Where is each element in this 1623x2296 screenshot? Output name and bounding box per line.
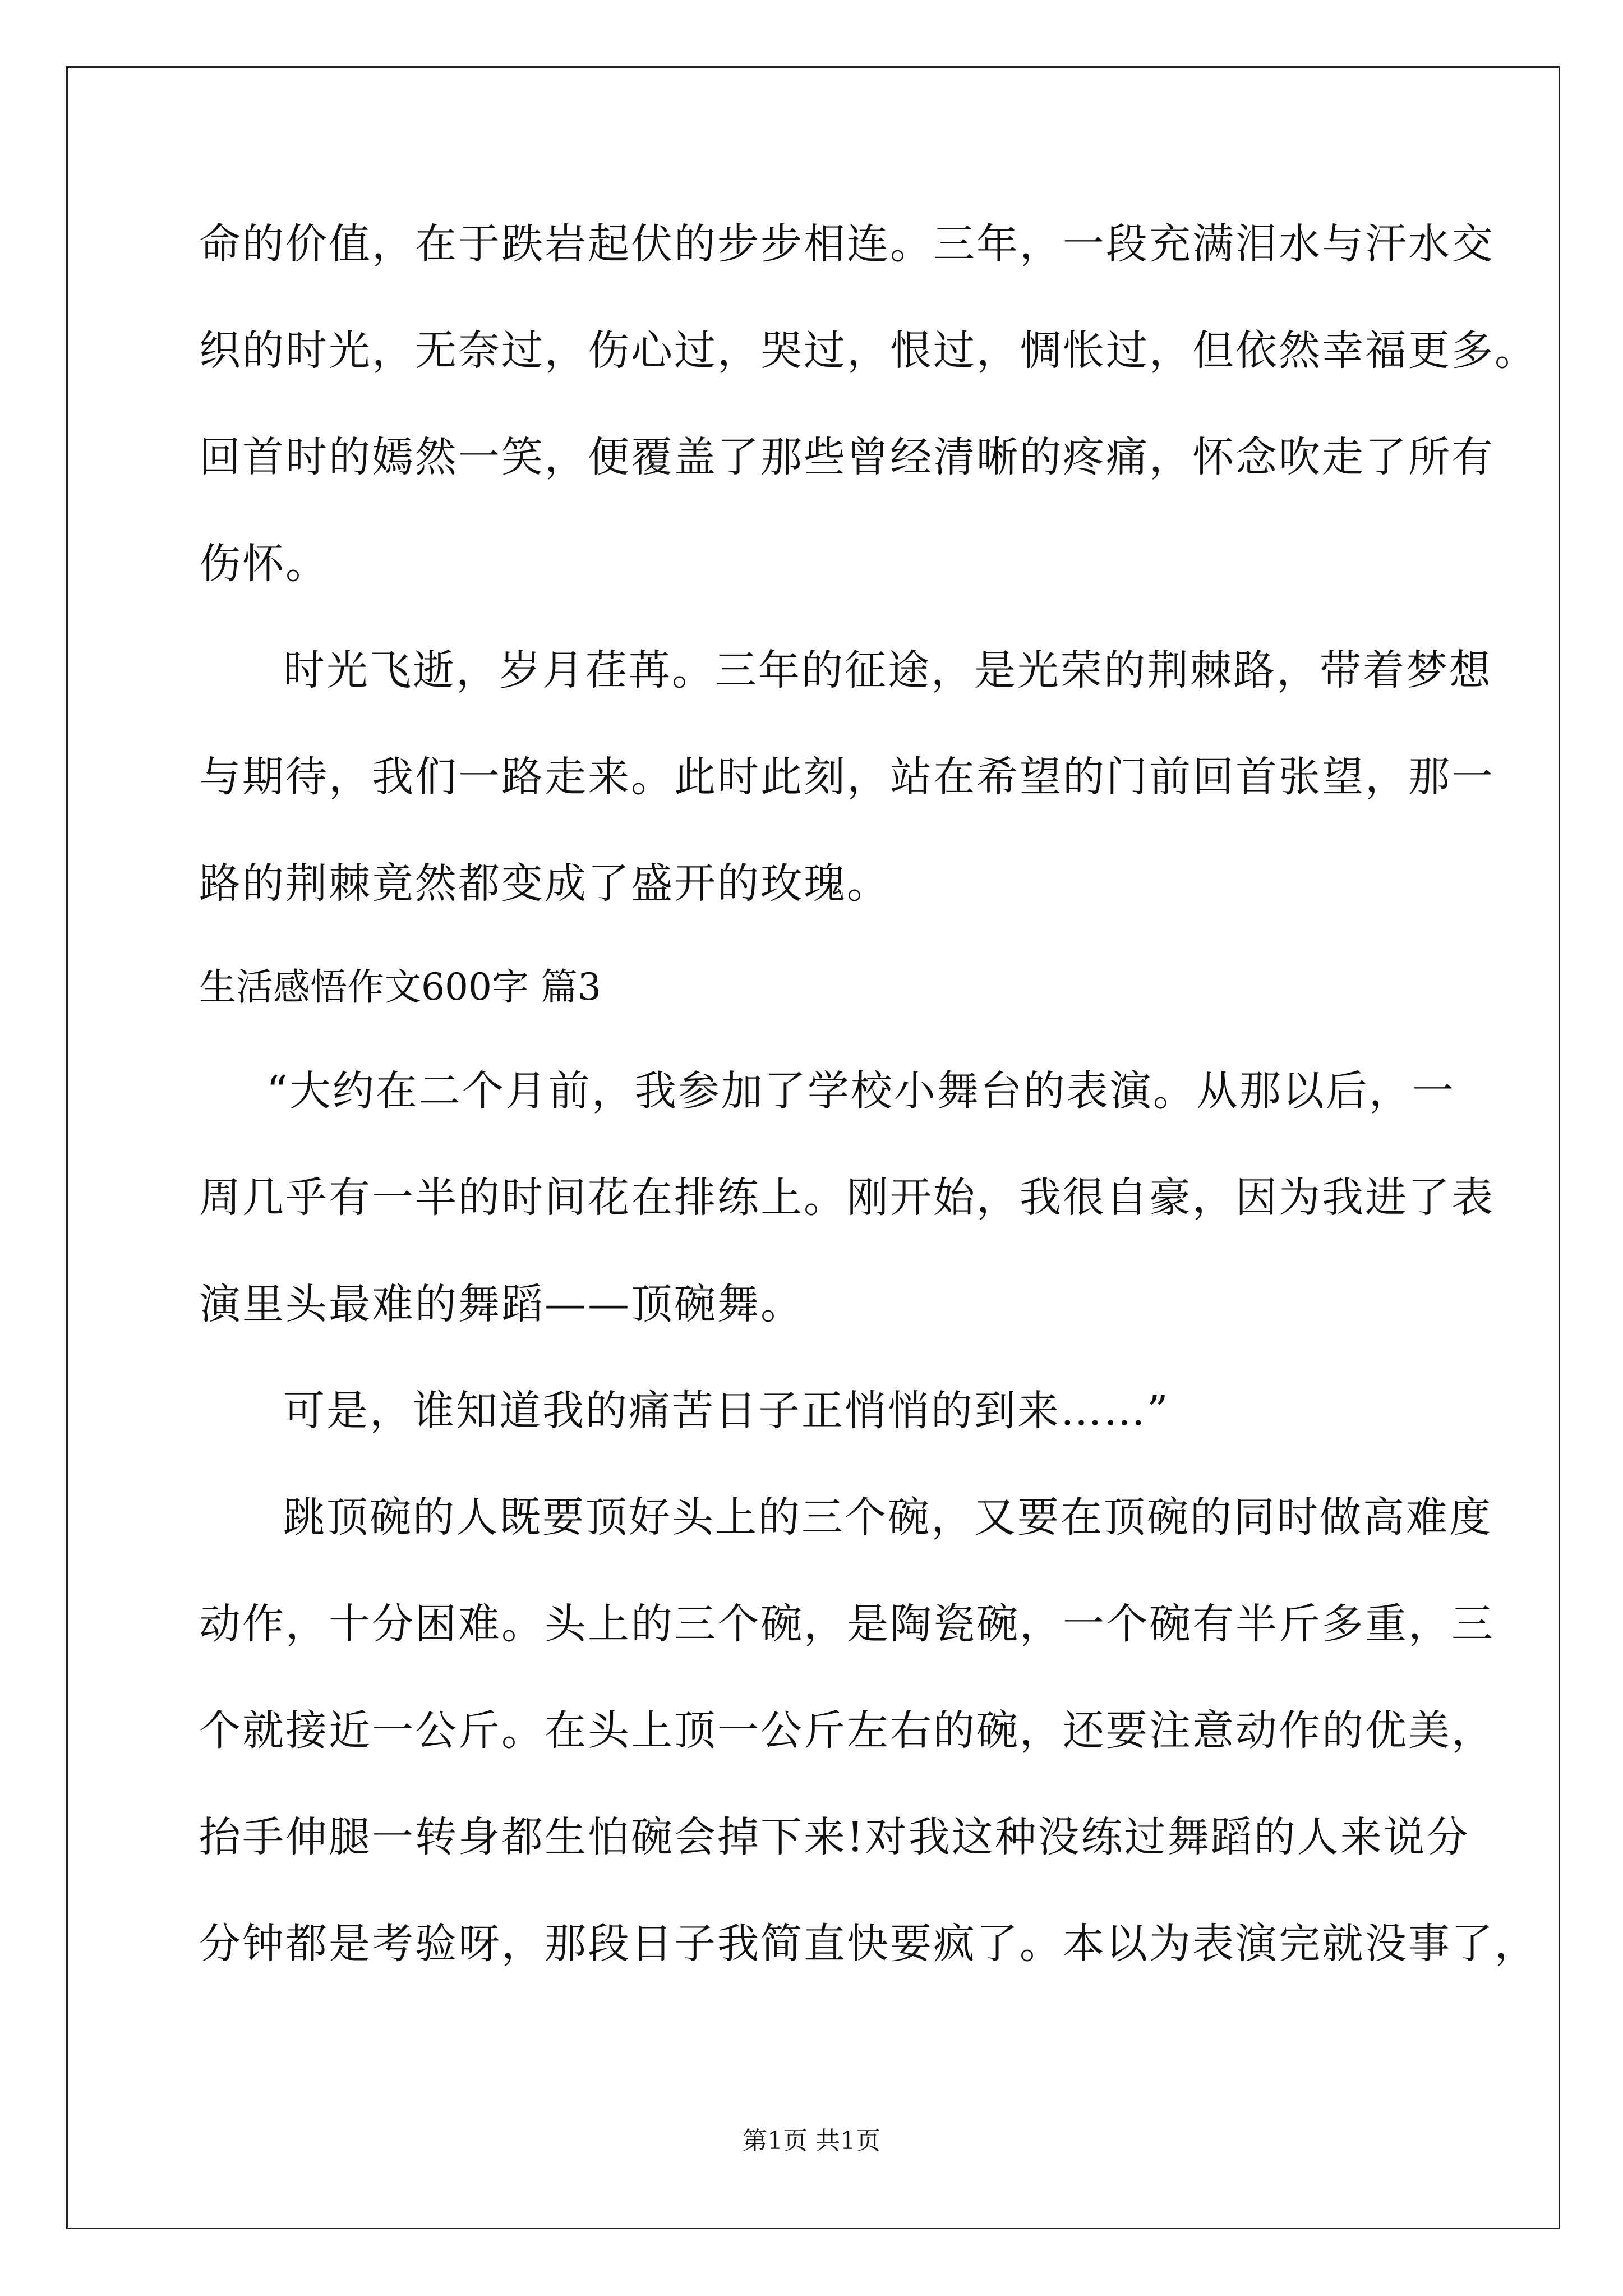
text-line: 演里头最难的舞蹈——顶碗舞。 <box>199 1280 804 1328</box>
text-line: 伤怀。 <box>199 540 329 588</box>
text-line: 路的荆棘竟然都变成了盛开的玫瑰。 <box>199 859 890 908</box>
text-line: 分钟都是考验呀，那段日子我简直快要疯了。本以为表演完就没事了， <box>199 1920 1538 1968</box>
text-line: 个就接近一公斤。在头上顶一公斤左右的碗，还要注意动作的优美， <box>199 1706 1495 1755</box>
text-line: 周几乎有一半的时间花在排练上。刚开始，我很自豪，因为我进了表 <box>199 1174 1495 1222</box>
text-line: 回首时的嫣然一笑，便覆盖了那些曾经清晰的疼痛，怀念吹走了所有 <box>199 433 1495 481</box>
text-line: 与期待，我们一路走来。此时此刻，站在希望的门前回首张望，那一 <box>199 753 1495 801</box>
section-heading: 生活感悟作文600字 篇3 <box>199 965 601 1009</box>
text-line: 时光飞逝，岁月荏苒。三年的征途，是光荣的荆棘路，带着梦想 <box>283 646 1492 694</box>
text-line: 织的时光，无奈过，伤心过，哭过，恨过，惆怅过，但依然幸福更多。 <box>199 326 1538 375</box>
text-line: 跳顶碗的人既要顶好头上的三个碗，又要在顶碗的同时做高难度 <box>283 1493 1492 1542</box>
document-body <box>199 191 1538 1997</box>
text-line: 可是，谁知道我的痛苦日子正悄悄的到来……” <box>283 1387 1170 1435</box>
page-number-footer: 第1页 共1页 <box>743 2127 880 2155</box>
text-line: 动作，十分困难。头上的三个碗，是陶瓷碗，一个碗有半斤多重，三 <box>199 1600 1495 1648</box>
text-line: “大约在二个月前，我参加了学校小舞台的表演。从那以后，一 <box>266 1067 1455 1115</box>
text-line: 抬手伸腿一转身都生怕碗会掉下来!对我这种没练过舞蹈的人来说分 <box>199 1813 1470 1861</box>
text-line: 命的价值，在于跌岩起伏的步步相连。三年，一段充满泪水与汗水交 <box>199 220 1495 268</box>
